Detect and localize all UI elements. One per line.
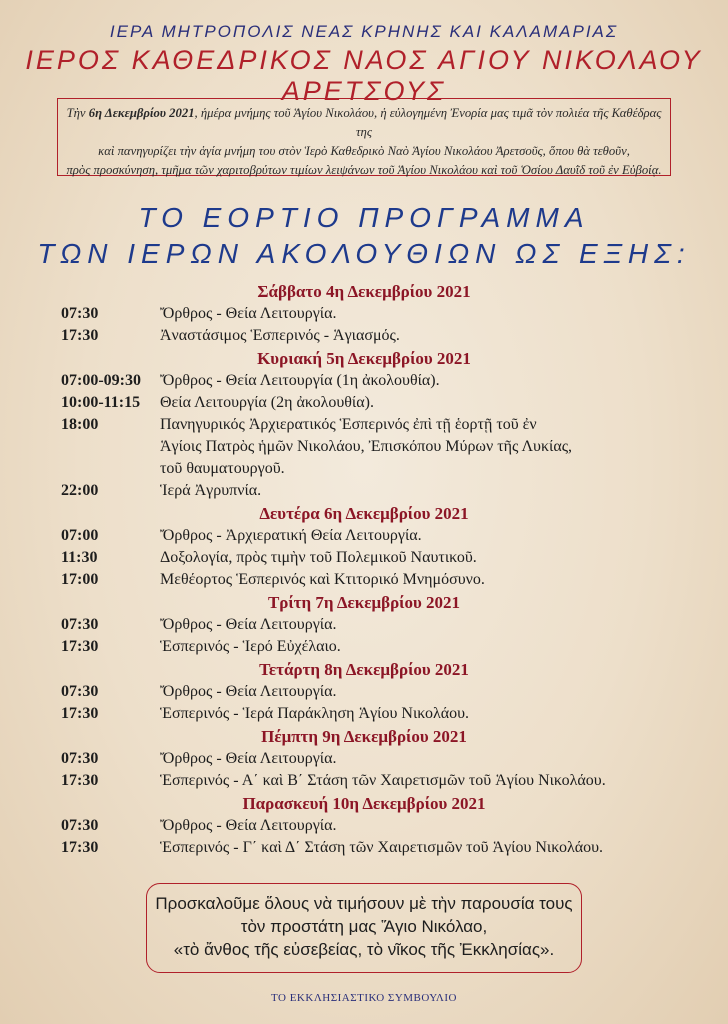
service-time: 17:30 [61, 839, 99, 856]
service-row-continuation [0, 436, 728, 458]
service-row [0, 392, 728, 414]
program-title [0, 200, 728, 272]
intro-line-1-rest: , ἡμέρα μνήμης τοῦ Ἁγίου Νικολάου, ἡ εὐλογημένη Ἐνορία μας τιμᾶ τὸν πολιέα τῆς Καθέδρας της [194, 106, 662, 139]
service-name: Ὄρθρος - Θεία Λειτουργία. [160, 750, 337, 767]
service-row [0, 681, 728, 703]
service-row [0, 303, 728, 325]
service-time: 07:30 [61, 616, 99, 633]
intro-date: 6η Δεκεμβρίου 2021 [88, 106, 195, 120]
service-row [0, 815, 728, 837]
day-heading: Παρασκευή 10η Δεκεμβρίου 2021 [242, 794, 486, 813]
service-name: Ὄρθρος - Θεία Λειτουργία. [160, 305, 337, 322]
service-row-continuation [0, 458, 728, 480]
service-time: 17:30 [61, 327, 99, 344]
service-name: Ἑσπερινός - Α΄ καὶ Β΄ Στάση τῶν Χαιρετισμῶν τοῦ Ἁγίου Νικολάου. [160, 772, 606, 789]
service-name: Δοξολογία, πρὸς τιμὴν τοῦ Πολεμικοῦ Ναυτικοῦ. [160, 549, 477, 566]
service-name: Ἑσπερινός - Ἱερά Παράκληση Ἁγίου Νικολάου. [160, 705, 470, 722]
service-row [0, 703, 728, 725]
service-time: 07:00 [61, 527, 99, 544]
invitation-line-2: τὸν προστάτη μας Ἅγιο Νικόλαο, [240, 917, 488, 936]
service-row [0, 325, 728, 347]
invitation-line-1: Προσκαλοῦμε ὅλους νὰ τιμήσουν μὲ τὴν παρουσία τους [155, 894, 573, 913]
program-title-line-1: ΤΟ ΕΟΡΤΙΟ ΠΡΟΓΡΑΜΜΑ [138, 202, 590, 233]
service-name: Πανηγυρικός Ἀρχιερατικός Ἑσπερινός ἐπὶ τῇ ἑορτῇ τοῦ ἐν [160, 416, 537, 433]
service-name: Μεθέορτος Ἑσπερινός καὶ Κτιτορικό Μνημόσυνο. [160, 571, 485, 588]
day-heading: Σάββατο 4η Δεκεμβρίου 2021 [257, 282, 471, 301]
intro-line-3: πρὸς προσκύνηση, τμῆμα τῶν χαριτοβρύτων τιμίων λειψάνων τοῦ Ἁγίου Νικολάου καὶ τοῦ Ὁσίου Δαυῒδ τοῦ ἐν Εὐβοίᾳ. [66, 163, 662, 177]
service-row [0, 837, 728, 859]
service-time: 22:00 [61, 482, 99, 499]
service-name: Ἱερά Ἀγρυπνία. [160, 482, 262, 499]
service-time: 17:30 [61, 638, 99, 655]
service-name: Ὄρθρος - Θεία Λειτουργία. [160, 817, 337, 834]
service-row [0, 636, 728, 658]
service-name: Ἑσπερινός - Ἱερό Εὐχέλαιο. [160, 638, 341, 655]
service-row [0, 480, 728, 502]
service-row [0, 414, 728, 436]
service-time-blank [0, 436, 160, 458]
intro-line-2: καὶ πανηγυρίζει τὴν ἁγία μνήμη του στὸν Ἱερὸ Καθεδρικὸ Ναὸ Ἁγίου Νικολάου Ἀρετσοῦς, ὅπου θὰ τεθοῦν, [98, 144, 630, 158]
day-heading: Τετάρτη 8η Δεκεμβρίου 2021 [259, 660, 469, 679]
invitation-line-3: «τὸ ἄνθος τῆς εὐσεβείας, τὸ νῖκος τῆς Ἐκκλησίας». [173, 940, 555, 959]
service-row [0, 614, 728, 636]
service-time-blank [0, 458, 160, 480]
schedule [0, 280, 728, 859]
metropolis-heading: ΙΕΡΑ ΜΗΤΡΟΠΟΛΙΣ ΝΕΑΣ ΚΡΗΝΗΣ ΚΑΙ ΚΑΛΑΜΑΡΙΑΣ [109, 22, 619, 41]
service-time: 07:30 [61, 750, 99, 767]
service-name: Ἀναστάσιμος Ἑσπερινός - Ἁγιασμός. [160, 327, 400, 344]
invitation-box [146, 883, 582, 973]
service-time: 07:30 [61, 683, 99, 700]
day-heading: Τρίτη 7η Δεκεμβρίου 2021 [267, 593, 461, 612]
service-time: 07:00-09:30 [61, 372, 141, 389]
program-title-line-2: ΤΩΝ ΙΕΡΩΝ ΑΚΟΛΟΥΘΙΩΝ ΩΣ ΕΞΗΣ: [37, 238, 691, 269]
service-time: 07:30 [61, 817, 99, 834]
service-name: Ὄρθρος - Θεία Λειτουργία (1η ἀκολουθία). [160, 372, 440, 389]
day-heading: Πέμπτη 9η Δεκεμβρίου 2021 [261, 727, 467, 746]
service-name: Ὄρθρος - Θεία Λειτουργία. [160, 683, 337, 700]
service-time: 11:30 [61, 549, 98, 566]
service-time: 17:30 [61, 705, 99, 722]
service-name: Ἑσπερινός - Γ΄ καὶ Δ΄ Στάση τῶν Χαιρετισμῶν τοῦ Ἁγίου Νικολάου. [160, 839, 604, 856]
service-row [0, 525, 728, 547]
intro-prefix: Τὴν [66, 106, 89, 120]
service-row [0, 748, 728, 770]
cathedral-title: ΙΕΡΟΣ ΚΑΘΕΔΡΙΚΟΣ ΝΑΟΣ ΑΓΙΟΥ ΝΙΚΟΛΑΟΥ ΑΡΕΤΣΟΥΣ [25, 45, 703, 106]
service-time: 18:00 [61, 416, 99, 433]
intro-text-box [57, 98, 671, 176]
service-row [0, 569, 728, 591]
service-row [0, 547, 728, 569]
service-name: Ὄρθρος - Ἀρχιερατική Θεία Λειτουργία. [160, 527, 422, 544]
service-name: Ὄρθρος - Θεία Λειτουργία. [160, 616, 337, 633]
service-time: 17:30 [61, 772, 99, 789]
service-name-continuation: Ἁγίοις Πατρὸς ἡμῶν Νικολάου, Ἐπισκόπου Μύρων τῆς Λυκίας, [160, 438, 573, 455]
service-name: Θεία Λειτουργία (2η ἀκολουθία). [160, 394, 374, 411]
day-heading: Κυριακή 5η Δεκεμβρίου 2021 [257, 349, 471, 368]
service-name-continuation: τοῦ θαυματουργοῦ. [160, 460, 285, 477]
church-council-signature: ΤΟ ΕΚΚΛΗΣΙΑΣΤΙΚΟ ΣΥΜΒΟΥΛΙΟ [271, 992, 457, 1004]
intro-line-1 [66, 104, 662, 142]
day-heading: Δευτέρα 6η Δεκεμβρίου 2021 [259, 504, 469, 523]
service-time: 17:00 [61, 571, 99, 588]
service-row [0, 770, 728, 792]
service-time: 07:30 [61, 305, 99, 322]
service-time: 10:00-11:15 [61, 394, 141, 411]
service-row [0, 370, 728, 392]
